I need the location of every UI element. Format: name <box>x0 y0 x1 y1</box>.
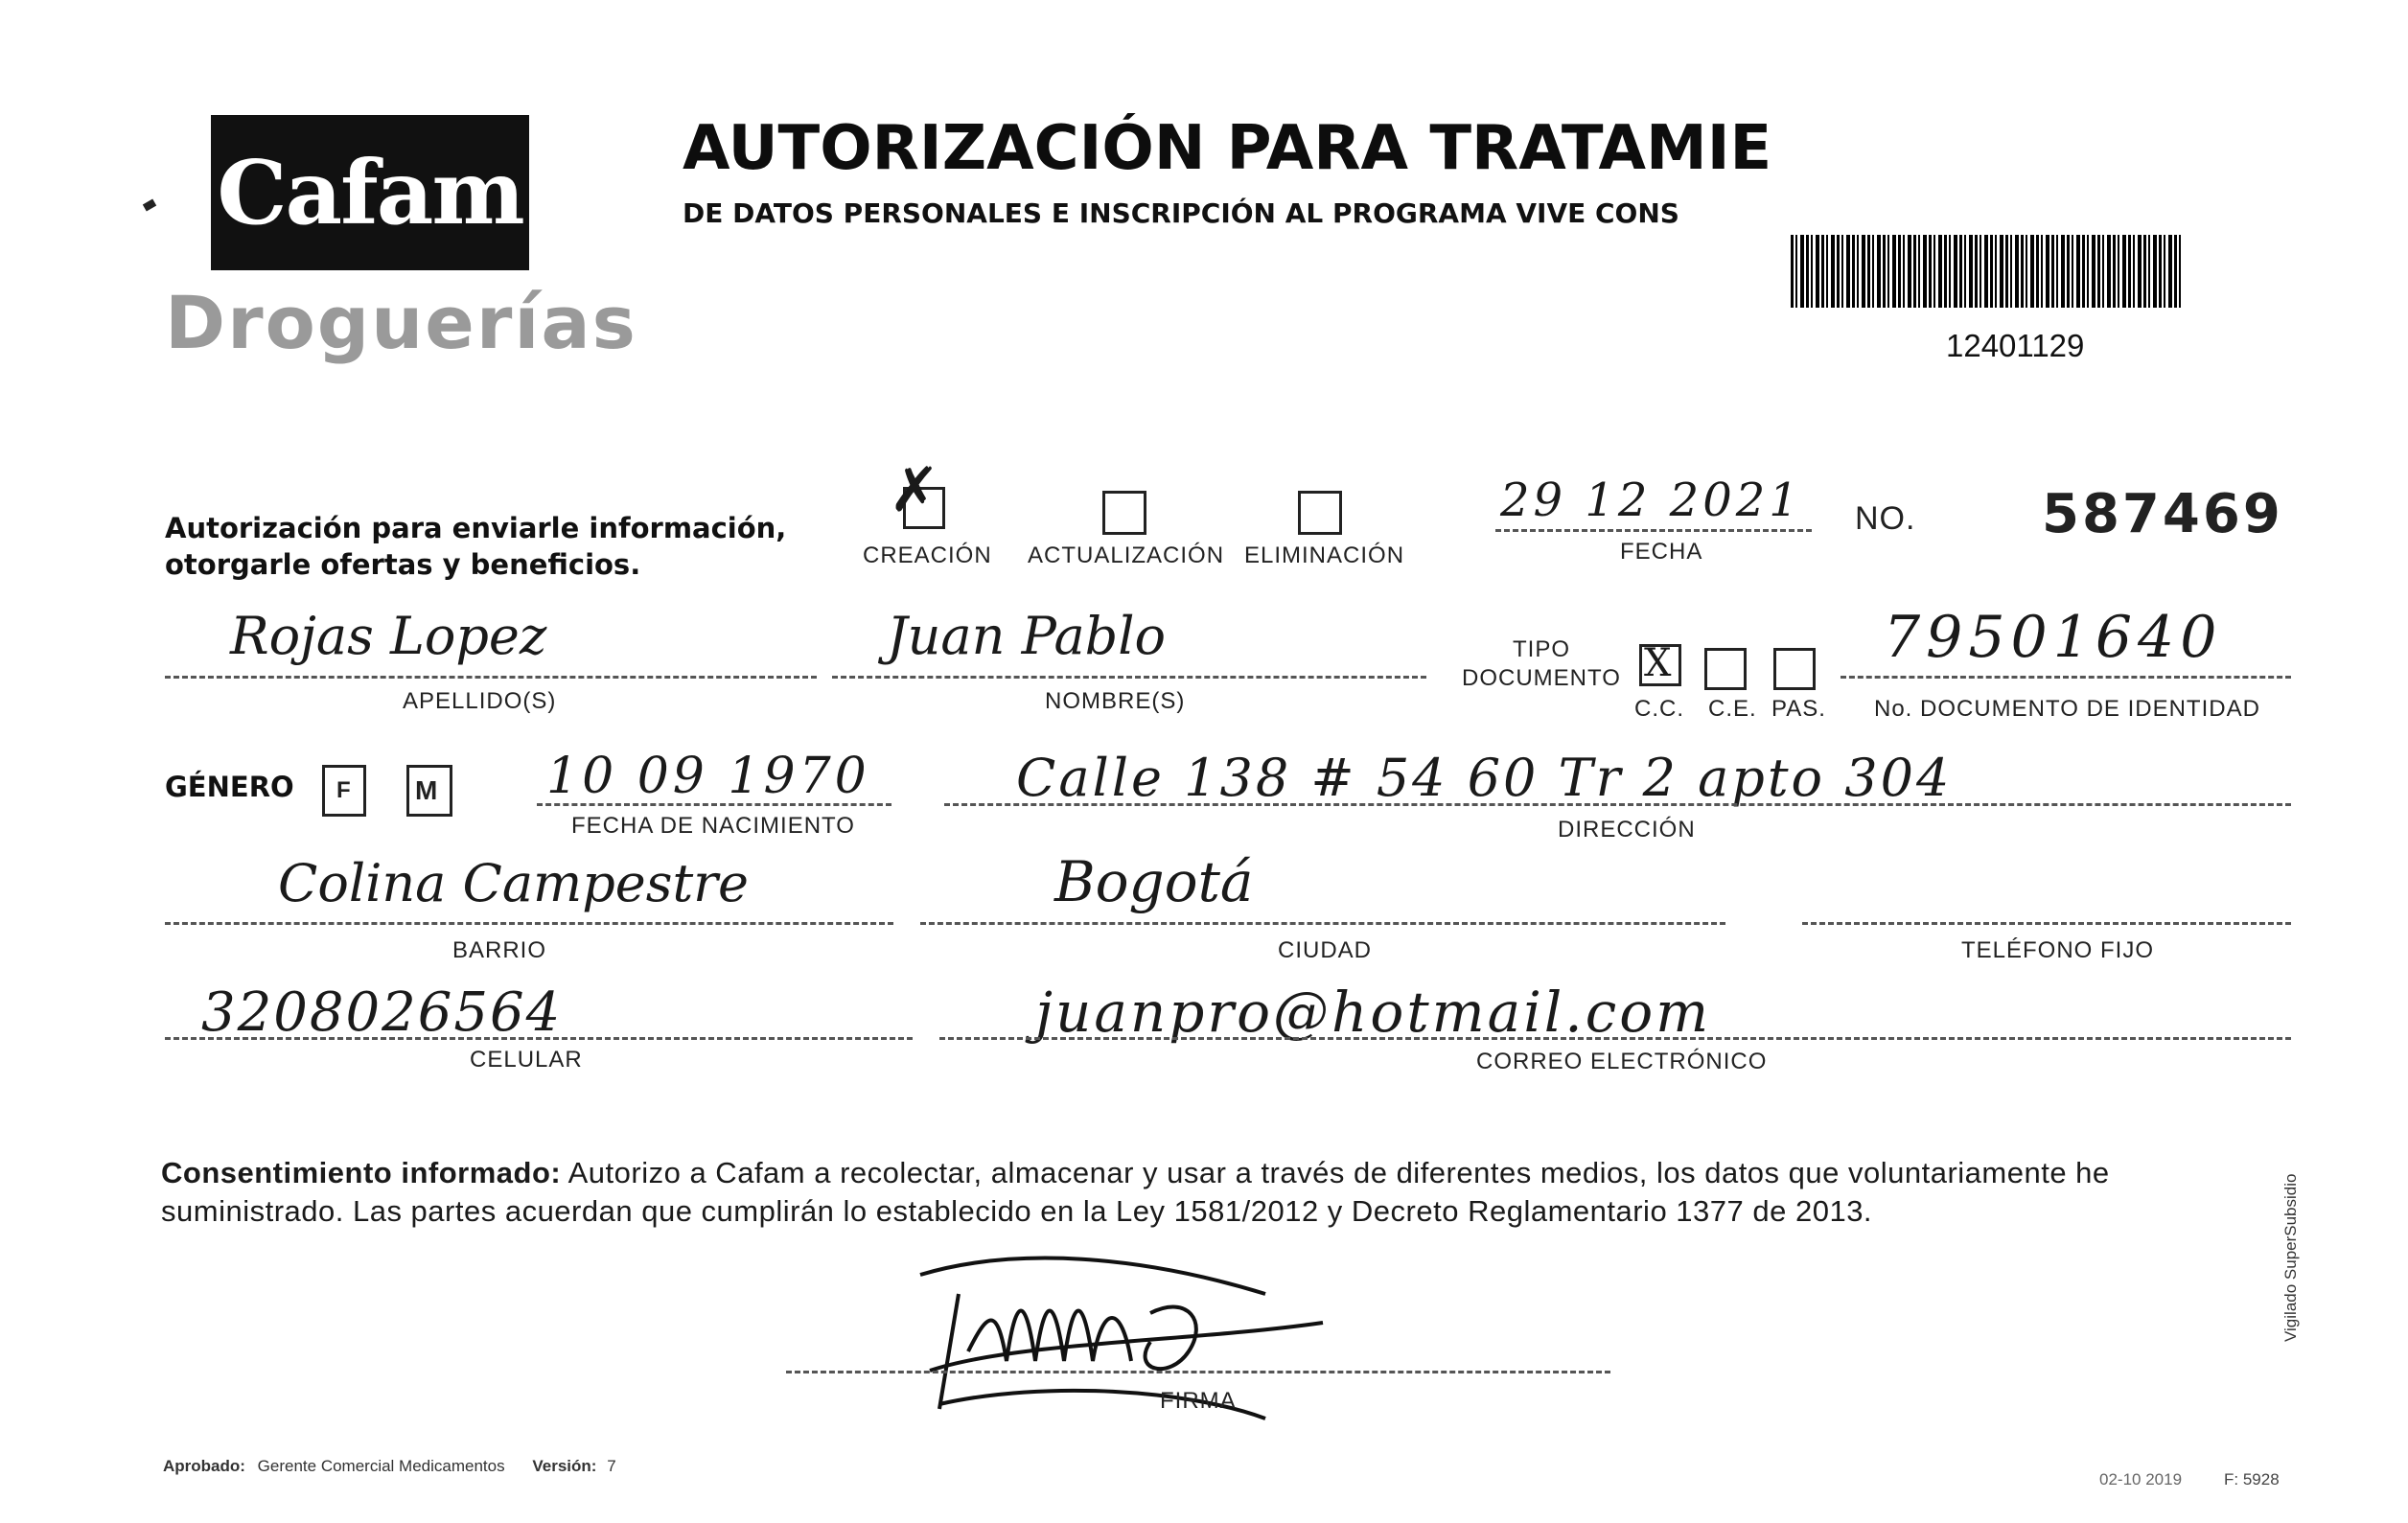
creacion-mark: ✗ <box>889 455 940 526</box>
intro-line-2: otorgarle ofertas y beneficios. <box>165 548 641 581</box>
barrio-label: BARRIO <box>452 937 547 963</box>
fecha-line <box>1495 529 1812 532</box>
pas-label: PAS. <box>1771 696 1826 722</box>
firma-label: FIRMA <box>1160 1388 1237 1414</box>
correo-label: CORREO ELECTRÓNICO <box>1476 1049 1768 1074</box>
version-label: Versión: <box>532 1457 597 1475</box>
consent-text-2: suministrado. Las partes acuerdan que cumplirán lo establecido en la Ley 1581/2012 y Decreto Reglamentario 1377 de 2013. <box>161 1194 1873 1228</box>
eliminacion-checkbox[interactable] <box>1298 491 1342 535</box>
documento-label: DOCUMENTO <box>1462 665 1621 691</box>
direccion-line <box>944 803 2291 806</box>
intro-line-1: Autorización para enviarle información, <box>165 512 787 544</box>
ciudad-line <box>920 922 1725 925</box>
documento-value[interactable]: 79501640 <box>1884 604 2223 671</box>
actualizacion-label: ACTUALIZACIÓN <box>1028 542 1225 568</box>
logo-text: Cafam <box>217 141 523 244</box>
barcode <box>1791 235 2184 308</box>
fecha-value[interactable]: 29 12 2021 <box>1500 473 1802 527</box>
cafam-logo <box>211 115 529 270</box>
firma-line[interactable] <box>786 1371 1610 1373</box>
fecha-nacimiento-line <box>537 803 891 806</box>
consent-text-1: Autorizo a Cafam a recolectar, almacenar y usar a través de diferentes medios, los datos que voluntariamente he <box>561 1156 2110 1189</box>
telefono-line[interactable] <box>1802 922 2291 925</box>
form-number: 587469 <box>2042 483 2283 545</box>
nombre-label: NOMBRE(S) <box>1045 688 1186 714</box>
apellidos-value[interactable]: Rojas Lopez <box>230 606 547 666</box>
creacion-label: CREACIÓN <box>863 542 992 568</box>
documento-line <box>1841 676 2291 679</box>
nombre-line <box>832 676 1426 679</box>
genero-label: GÉNERO <box>165 771 294 803</box>
consent-paragraph <box>161 1154 2289 1231</box>
aprobado-label: Aprobado: <box>163 1457 245 1475</box>
correo-line <box>939 1037 2291 1040</box>
cc-label: C.C. <box>1634 696 1684 722</box>
genero-m-label: M <box>415 775 439 805</box>
eliminacion-label: ELIMINACIÓN <box>1244 542 1405 568</box>
date-code: 02-10 2019 <box>2099 1470 2183 1488</box>
ciudad-value[interactable]: Bogotá <box>1054 849 1254 914</box>
cc-checkbox[interactable] <box>1639 641 1681 686</box>
fecha-nacimiento-label: FECHA DE NACIMIENTO <box>571 813 855 839</box>
telefono-label: TELÉFONO FIJO <box>1961 937 2155 963</box>
documento-number-label: No. DOCUMENTO DE IDENTIDAD <box>1874 696 2260 722</box>
apellidos-label: APELLIDO(S) <box>403 688 557 714</box>
fecha-nacimiento-value[interactable]: 10 09 1970 <box>546 748 870 805</box>
form-code: F: 5928 <box>2224 1470 2280 1488</box>
ce-label: C.E. <box>1708 696 1757 722</box>
direccion-label: DIRECCIÓN <box>1558 817 1696 842</box>
genero-f-label: F <box>336 777 352 803</box>
celular-label: CELULAR <box>470 1047 583 1073</box>
authorization-intro <box>165 510 786 583</box>
side-vigilado-text: Vigilado SuperSubsidio <box>2281 1173 2300 1342</box>
version-value: 7 <box>607 1457 616 1475</box>
form-title: AUTORIZACIÓN PARA TRATAMIE <box>683 113 1772 184</box>
ciudad-label: CIUDAD <box>1278 937 1373 963</box>
correo-value[interactable]: juanpro@hotmail.com <box>1035 980 1712 1045</box>
form-subtitle: DE DATOS PERSONALES E INSCRIPCIÓN AL PROGRAMA VIVE CONS <box>683 197 1679 229</box>
aprobado-value: Gerente Comercial Medicamentos <box>257 1457 505 1475</box>
direccion-value[interactable]: Calle 138 # 54 60 Tr 2 apto 304 <box>1016 748 1953 808</box>
celular-value[interactable]: 3208026564 <box>201 981 563 1044</box>
pas-checkbox[interactable] <box>1773 648 1816 690</box>
cc-mark: X <box>1644 641 1672 685</box>
ce-checkbox[interactable] <box>1704 648 1747 690</box>
no-label: NO. <box>1855 500 1916 537</box>
actualizacion-checkbox[interactable] <box>1102 491 1146 535</box>
nombre-value[interactable]: Juan Pablo <box>887 606 1167 666</box>
celular-line <box>165 1037 913 1040</box>
genero-m-checkbox[interactable] <box>406 765 452 817</box>
genero-f-checkbox[interactable] <box>322 765 366 817</box>
scan-mark <box>143 199 156 212</box>
aprobado-block <box>163 1457 616 1476</box>
creacion-checkbox[interactable] <box>889 455 945 529</box>
consent-lead: Consentimiento informado: <box>161 1156 562 1189</box>
barrio-line <box>165 922 893 925</box>
brand-subtext: Droguerías <box>165 280 637 365</box>
barrio-value[interactable]: Colina Campestre <box>278 853 749 913</box>
tipo-label: TIPO <box>1513 636 1571 662</box>
handwritten-signature <box>901 1236 1361 1428</box>
barcode-number: 12401129 <box>1946 328 2085 363</box>
apellidos-line <box>165 676 817 679</box>
fecha-label: FECHA <box>1620 539 1703 565</box>
